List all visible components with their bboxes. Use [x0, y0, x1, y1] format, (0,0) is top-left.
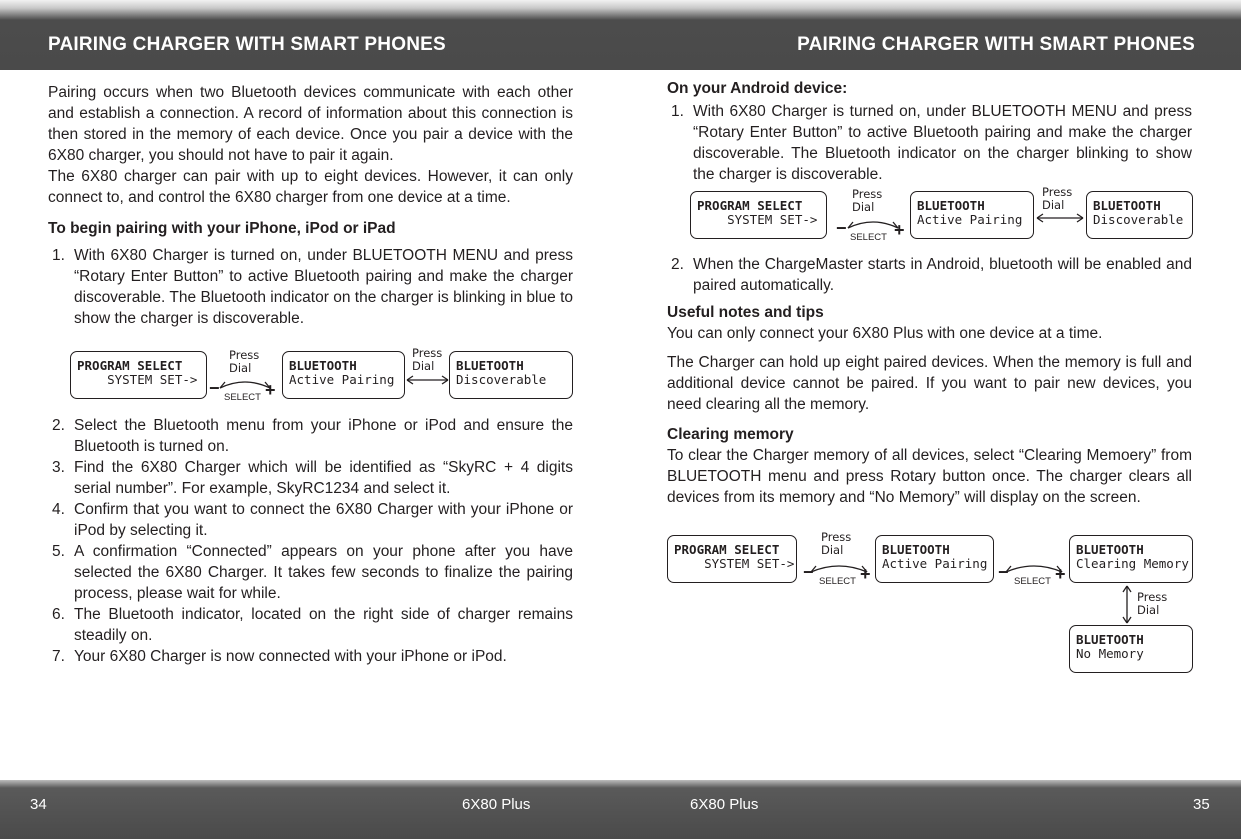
lcd-bluetooth-active: BLUETOOTH Active Pairing	[282, 351, 405, 399]
lcd-program-select: PROGRAM SELECT SYSTEM SET->	[667, 535, 797, 583]
plus-icon: +	[1055, 564, 1066, 584]
press-dial-label: Press Dial	[412, 346, 443, 373]
iphone-step-3: 3. Find the 6X80 Charger which will be identified as “SkyRC + 4 digits serial number”. For example, SkyRC1234 and select it.	[52, 459, 573, 497]
plus-icon: +	[894, 220, 905, 240]
select-label: SELECT	[1014, 576, 1051, 587]
lcd-bluetooth-active: BLUETOOTH Active Pairing	[910, 191, 1034, 239]
iphone-step-2: 2. Select the Bluetooth menu from your iPhone or iPod and ensure the Bluetooth is turned on.	[52, 417, 573, 455]
press-dial-label: Press Dial	[1042, 185, 1073, 212]
plus-icon: +	[265, 380, 276, 400]
notes-paragraph-2: The Charger can hold up eight paired devices. When the memory is full and additional device cannot be paired. If you want to pair new devices, you need clearing all the memory.	[667, 354, 1192, 413]
double-arrow-icon	[405, 375, 450, 385]
clearing-memory-paragraph: To clear the Charger memory of all devices, select “Clearing Memoery” from BLUETOOTH menu and press Rotary button once. The charger clears all devices from its memory and “No Memory” will display on the screen.	[667, 447, 1192, 506]
android-step-2: 2. When the ChargeMaster starts in Android, bluetooth will be enabled and paired automatically.	[671, 256, 1192, 294]
clearing-memory-heading: Clearing memory	[667, 426, 794, 443]
android-step-1: 1. With 6X80 Charger is turned on, under BLUETOOTH MENU and press “Rotary Enter Button” to active Bluetooth pairing and make the charger discoverable. The Bluetooth indicator on the charger blinking to show the charger is discoverable.	[671, 103, 1192, 183]
lcd-bluetooth-nomemory: BLUETOOTH No Memory	[1069, 625, 1193, 673]
select-label: SELECT	[850, 232, 887, 243]
iphone-step-4: 4. Confirm that you want to connect the 6X80 Charger with your iPhone or iPod by selecting it.	[52, 501, 573, 539]
iphone-step-7: 7. Your 6X80 Charger is now connected with your iPhone or iPod.	[52, 648, 507, 665]
lcd-bluetooth-active: BLUETOOTH Active Pairing	[875, 535, 994, 583]
android-heading: On your Android device:	[667, 80, 848, 97]
right-model-name: 6X80 Plus	[690, 796, 759, 813]
left-page-title: PAIRING CHARGER WITH SMART PHONES	[48, 34, 446, 55]
select-label: SELECT	[224, 392, 261, 403]
intro-paragraph-1: Pairing occurs when two Bluetooth devices communicate with each other and establish a connection. A record of information about this connection is then stored in the memory of each device. Once you pair a device with the 6X80 charger, you should not have to pair it again.	[48, 84, 573, 164]
notes-heading: Useful notes and tips	[667, 304, 824, 321]
right-page-title: PAIRING CHARGER WITH SMART PHONES	[797, 34, 1195, 55]
left-model-name: 6X80 Plus	[462, 796, 531, 813]
minus-icon: −	[209, 378, 220, 398]
iphone-step-6: 6. The Bluetooth indicator, located on the right side of charger remains steadily on.	[52, 606, 573, 644]
press-dial-label: Press Dial	[821, 530, 852, 557]
iphone-step-1: 1. With 6X80 Charger is turned on, under BLUETOOTH MENU and press “Rotary Enter Button” to active Bluetooth pairing and make the charger discoverable. The Bluetooth indicator on the charger is blinking in blue to show the charger is discoverable.	[52, 247, 573, 327]
press-dial-label: Press Dial	[852, 187, 883, 214]
notes-paragraph-1: You can only connect your 6X80 Plus with one device at a time.	[667, 325, 1103, 342]
vertical-arrow-icon	[1122, 585, 1132, 625]
left-page-number: 34	[30, 796, 47, 813]
page-header	[0, 0, 1241, 70]
minus-icon: −	[803, 562, 814, 582]
right-column	[667, 78, 1192, 508]
iphone-pairing-heading: To begin pairing with your iPhone, iPod or iPad	[48, 220, 396, 237]
iphone-step-5: 5. A confirmation “Connected” appears on your phone after you have selected the 6X80 Charger. It takes few seconds to finalize the pairing process, please wait for while.	[52, 543, 573, 602]
minus-icon: −	[998, 562, 1009, 582]
press-dial-label: Press Dial	[229, 348, 260, 375]
double-arrow-icon	[1035, 213, 1085, 223]
select-label: SELECT	[819, 576, 856, 587]
minus-icon: −	[836, 218, 847, 238]
lcd-program-select: PROGRAM SELECT SYSTEM SET->	[690, 191, 827, 239]
lcd-bluetooth-discoverable: BLUETOOTH Discoverable	[1086, 191, 1193, 239]
intro-paragraph-2: The 6X80 charger can pair with up to eight devices. However, it can only connect to, and control the 6X80 charger from one device at a time.	[48, 168, 573, 206]
lcd-program-select: PROGRAM SELECT SYSTEM SET->	[70, 351, 207, 399]
right-page-number: 35	[1193, 796, 1210, 813]
lcd-bluetooth-discoverable: BLUETOOTH Discoverable	[449, 351, 573, 399]
lcd-bluetooth-clearing: BLUETOOTH Clearing Memory	[1069, 535, 1193, 583]
press-dial-label: Press Dial	[1137, 590, 1168, 617]
page-footer	[0, 780, 1241, 839]
plus-icon: +	[860, 564, 871, 584]
